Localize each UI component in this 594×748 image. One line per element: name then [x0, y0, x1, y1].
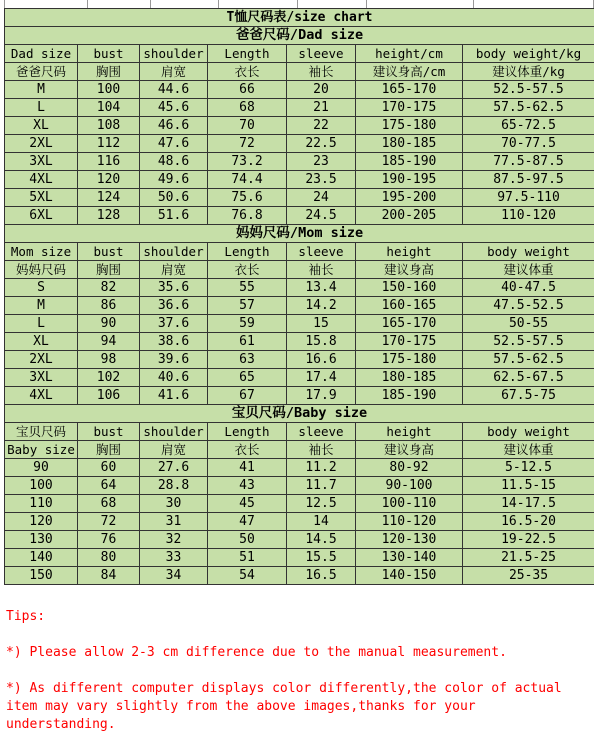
table-cell: 72 [208, 135, 287, 153]
top-gridline [218, 0, 219, 8]
table-cell: 17.4 [287, 369, 356, 387]
table-cell: 62.5-67.5 [463, 369, 594, 387]
column-header: 建议身高 [356, 441, 463, 459]
table-cell: 48.6 [140, 153, 208, 171]
table-cell: 28.8 [140, 477, 208, 495]
table-cell: 45.6 [140, 99, 208, 117]
column-header: Length [208, 243, 287, 261]
table-row [5, 135, 594, 153]
size-chart-body [5, 9, 594, 585]
table-row [5, 549, 594, 567]
table-cell: 75.6 [208, 189, 287, 207]
column-header: 爸爸尺码 [5, 63, 78, 81]
table-cell: 52.5-57.5 [463, 81, 594, 99]
table-cell: 50 [208, 531, 287, 549]
table-row [5, 117, 594, 135]
table-cell: 5-12.5 [463, 459, 594, 477]
table-cell: 73.2 [208, 153, 287, 171]
column-header: 袖长 [287, 261, 356, 279]
table-cell: 65-72.5 [463, 117, 594, 135]
table-row [5, 189, 594, 207]
table-cell: 50.6 [140, 189, 208, 207]
table-cell: 124 [78, 189, 140, 207]
column-header: body weight [463, 423, 594, 441]
table-cell: 116 [78, 153, 140, 171]
table-row [5, 81, 594, 99]
table-row [5, 333, 594, 351]
section-heading: 妈妈尺码/Mom size [5, 225, 594, 243]
table-cell: L [5, 315, 78, 333]
table-cell: 30 [140, 495, 208, 513]
table-cell: 15.8 [287, 333, 356, 351]
section-heading: 宝贝尺码/Baby size [5, 405, 594, 423]
table-cell: 22.5 [287, 135, 356, 153]
top-gridline [150, 0, 151, 8]
table-cell: 112 [78, 135, 140, 153]
table-cell: 11.7 [287, 477, 356, 495]
table-cell: 23.5 [287, 171, 356, 189]
column-header: Mom size [5, 243, 78, 261]
table-cell: 2XL [5, 351, 78, 369]
column-header: 肩宽 [140, 441, 208, 459]
table-cell: XL [5, 117, 78, 135]
tip-item: *) Please allow 2-3 cm difference due to the manual measurement. [6, 645, 507, 660]
table-cell: 15 [287, 315, 356, 333]
table-row [5, 279, 594, 297]
table-cell: 100 [5, 477, 78, 495]
table-cell: 38.6 [140, 333, 208, 351]
table-cell: 6XL [5, 207, 78, 225]
table-cell: 34 [140, 567, 208, 585]
column-header: bust [78, 243, 140, 261]
section-heading-row [5, 225, 594, 243]
table-cell: 80-92 [356, 459, 463, 477]
table-cell: 40.6 [140, 369, 208, 387]
table-cell: 21 [287, 99, 356, 117]
table-cell: 23 [287, 153, 356, 171]
table-cell: 36.6 [140, 297, 208, 315]
table-cell: 5XL [5, 189, 78, 207]
table-cell: 47 [208, 513, 287, 531]
table-cell: 72 [78, 513, 140, 531]
table-cell: 21.5-25 [463, 549, 594, 567]
column-header-row [5, 243, 594, 261]
table-cell: 20 [287, 81, 356, 99]
table-cell: 87.5-97.5 [463, 171, 594, 189]
table-row [5, 567, 594, 585]
table-cell: 84 [78, 567, 140, 585]
table-cell: 67.5-75 [463, 387, 594, 405]
table-cell: 54 [208, 567, 287, 585]
table-cell: 27.6 [140, 459, 208, 477]
column-header: 胸围 [78, 63, 140, 81]
table-cell: 140 [5, 549, 78, 567]
section-heading: 爸爸尺码/Dad size [5, 27, 594, 45]
column-header: 胸围 [78, 441, 140, 459]
table-cell: L [5, 99, 78, 117]
table-cell: 31 [140, 513, 208, 531]
table-row [5, 459, 594, 477]
column-header: Baby size [5, 441, 78, 459]
table-cell: 33 [140, 549, 208, 567]
table-cell: 175-180 [356, 117, 463, 135]
table-cell: 45 [208, 495, 287, 513]
column-header: body weight [463, 243, 594, 261]
table-cell: 11.2 [287, 459, 356, 477]
column-header: 胸围 [78, 261, 140, 279]
table-cell: 110 [5, 495, 78, 513]
column-header: 妈妈尺码 [5, 261, 78, 279]
table-cell: 67 [208, 387, 287, 405]
table-cell: 185-190 [356, 153, 463, 171]
column-header-row [5, 63, 594, 81]
table-cell: 17.9 [287, 387, 356, 405]
column-header: height [356, 423, 463, 441]
table-cell: 47.6 [140, 135, 208, 153]
table-cell: 108 [78, 117, 140, 135]
column-header: sleeve [287, 423, 356, 441]
table-cell: 190-195 [356, 171, 463, 189]
table-cell: 12.5 [287, 495, 356, 513]
table-cell: 130 [5, 531, 78, 549]
table-cell: 86 [78, 297, 140, 315]
table-cell: 4XL [5, 171, 78, 189]
top-gridline [366, 0, 367, 8]
table-cell: 104 [78, 99, 140, 117]
table-cell: 39.6 [140, 351, 208, 369]
table-cell: 66 [208, 81, 287, 99]
column-header: 建议体重 [463, 261, 594, 279]
top-gridline [473, 0, 474, 8]
table-cell: 90-100 [356, 477, 463, 495]
table-cell: 16.5 [287, 567, 356, 585]
table-cell: 77.5-87.5 [463, 153, 594, 171]
table-row [5, 99, 594, 117]
top-gridline [87, 0, 88, 8]
column-header: 建议身高/cm [356, 63, 463, 81]
table-cell: 43 [208, 477, 287, 495]
column-header: 肩宽 [140, 261, 208, 279]
column-header: height [356, 243, 463, 261]
table-cell: 50-55 [463, 315, 594, 333]
table-cell: 150 [5, 567, 78, 585]
table-cell: 51 [208, 549, 287, 567]
column-header: height/cm [356, 45, 463, 63]
table-cell: 60 [78, 459, 140, 477]
table-cell: 19-22.5 [463, 531, 594, 549]
column-header: 宝贝尺码 [5, 423, 78, 441]
table-cell: 40-47.5 [463, 279, 594, 297]
table-cell: 180-185 [356, 135, 463, 153]
table-cell: 94 [78, 333, 140, 351]
table-cell: 120 [78, 171, 140, 189]
tips-heading: Tips: [6, 609, 46, 624]
table-cell: 90 [5, 459, 78, 477]
table-cell: 11.5-15 [463, 477, 594, 495]
size-chart-table [4, 8, 594, 585]
table-cell: 90 [78, 315, 140, 333]
table-cell: 15.5 [287, 549, 356, 567]
table-cell: M [5, 297, 78, 315]
column-header: 建议身高 [356, 261, 463, 279]
table-cell: 195-200 [356, 189, 463, 207]
table-cell: M [5, 81, 78, 99]
table-cell: 41.6 [140, 387, 208, 405]
table-cell: 14.2 [287, 297, 356, 315]
table-cell: 52.5-57.5 [463, 333, 594, 351]
table-cell: 102 [78, 369, 140, 387]
top-gridline [297, 0, 298, 8]
column-header: bust [78, 45, 140, 63]
table-cell: 55 [208, 279, 287, 297]
column-header: shoulder [140, 45, 208, 63]
table-cell: 57.5-62.5 [463, 351, 594, 369]
table-cell: 130-140 [356, 549, 463, 567]
column-header: sleeve [287, 243, 356, 261]
table-cell: 165-170 [356, 315, 463, 333]
table-cell: 120-130 [356, 531, 463, 549]
table-cell: 25-35 [463, 567, 594, 585]
table-cell: 70-77.5 [463, 135, 594, 153]
table-cell: 68 [78, 495, 140, 513]
table-cell: 170-175 [356, 333, 463, 351]
table-cell: 4XL [5, 387, 78, 405]
column-header: shoulder [140, 243, 208, 261]
table-cell: 150-160 [356, 279, 463, 297]
table-cell: 82 [78, 279, 140, 297]
column-header: Length [208, 45, 287, 63]
table-row [5, 351, 594, 369]
table-cell: 44.6 [140, 81, 208, 99]
column-header: body weight/kg [463, 45, 594, 63]
table-cell: 100-110 [356, 495, 463, 513]
column-header: 肩宽 [140, 63, 208, 81]
table-cell: 24 [287, 189, 356, 207]
table-cell: 37.6 [140, 315, 208, 333]
table-cell: 57.5-62.5 [463, 99, 594, 117]
section-heading-row [5, 405, 594, 423]
table-cell: 16.6 [287, 351, 356, 369]
chart-title: T恤尺码表/size chart [5, 9, 594, 27]
tips-block [6, 608, 590, 734]
table-cell: 3XL [5, 369, 78, 387]
table-cell: 106 [78, 387, 140, 405]
column-header-row [5, 261, 594, 279]
table-cell: XL [5, 333, 78, 351]
column-header: Dad size [5, 45, 78, 63]
table-cell: 110-120 [356, 513, 463, 531]
column-header: 衣长 [208, 261, 287, 279]
table-cell: 140-150 [356, 567, 463, 585]
table-cell: 98 [78, 351, 140, 369]
table-cell: 57 [208, 297, 287, 315]
table-cell: 110-120 [463, 207, 594, 225]
table-cell: 32 [140, 531, 208, 549]
table-row [5, 387, 594, 405]
table-cell: 2XL [5, 135, 78, 153]
table-cell: 16.5-20 [463, 513, 594, 531]
table-cell: 3XL [5, 153, 78, 171]
table-cell: 22 [287, 117, 356, 135]
section-heading-row [5, 27, 594, 45]
column-header: bust [78, 423, 140, 441]
table-cell: 24.5 [287, 207, 356, 225]
table-row [5, 531, 594, 549]
table-row [5, 477, 594, 495]
column-header: 衣长 [208, 63, 287, 81]
table-row [5, 153, 594, 171]
table-cell: 74.4 [208, 171, 287, 189]
column-header: Length [208, 423, 287, 441]
column-header-row [5, 45, 594, 63]
table-cell: 128 [78, 207, 140, 225]
table-row [5, 297, 594, 315]
table-cell: 100 [78, 81, 140, 99]
table-cell: 185-190 [356, 387, 463, 405]
column-header: 袖长 [287, 63, 356, 81]
column-header: sleeve [287, 45, 356, 63]
table-row [5, 513, 594, 531]
title-row [5, 9, 594, 27]
table-cell: 120 [5, 513, 78, 531]
table-row [5, 495, 594, 513]
table-cell: S [5, 279, 78, 297]
table-cell: 49.6 [140, 171, 208, 189]
table-cell: 35.6 [140, 279, 208, 297]
table-cell: 14-17.5 [463, 495, 594, 513]
table-cell: 165-170 [356, 81, 463, 99]
column-header: 建议体重 [463, 441, 594, 459]
table-cell: 80 [78, 549, 140, 567]
table-row [5, 207, 594, 225]
table-cell: 14.5 [287, 531, 356, 549]
column-header-row [5, 441, 594, 459]
table-cell: 175-180 [356, 351, 463, 369]
table-cell: 41 [208, 459, 287, 477]
table-cell: 160-165 [356, 297, 463, 315]
column-header: shoulder [140, 423, 208, 441]
column-header: 建议体重/kg [463, 63, 594, 81]
table-cell: 64 [78, 477, 140, 495]
column-header-row [5, 423, 594, 441]
table-cell: 51.6 [140, 207, 208, 225]
table-cell: 63 [208, 351, 287, 369]
column-header: 衣长 [208, 441, 287, 459]
table-cell: 97.5-110 [463, 189, 594, 207]
table-cell: 65 [208, 369, 287, 387]
tip-item: *) As different computer displays color differently,the color of actual item may vary slightly from the above images,thanks for your understanding. [6, 681, 570, 732]
table-cell: 59 [208, 315, 287, 333]
table-cell: 61 [208, 333, 287, 351]
table-cell: 47.5-52.5 [463, 297, 594, 315]
table-row [5, 369, 594, 387]
table-cell: 76.8 [208, 207, 287, 225]
table-cell: 46.6 [140, 117, 208, 135]
table-cell: 13.4 [287, 279, 356, 297]
table-cell: 68 [208, 99, 287, 117]
table-cell: 14 [287, 513, 356, 531]
top-gridline [4, 0, 594, 8]
table-row [5, 171, 594, 189]
column-header: 袖长 [287, 441, 356, 459]
table-cell: 200-205 [356, 207, 463, 225]
table-cell: 70 [208, 117, 287, 135]
table-cell: 180-185 [356, 369, 463, 387]
table-cell: 170-175 [356, 99, 463, 117]
table-cell: 76 [78, 531, 140, 549]
table-row [5, 315, 594, 333]
